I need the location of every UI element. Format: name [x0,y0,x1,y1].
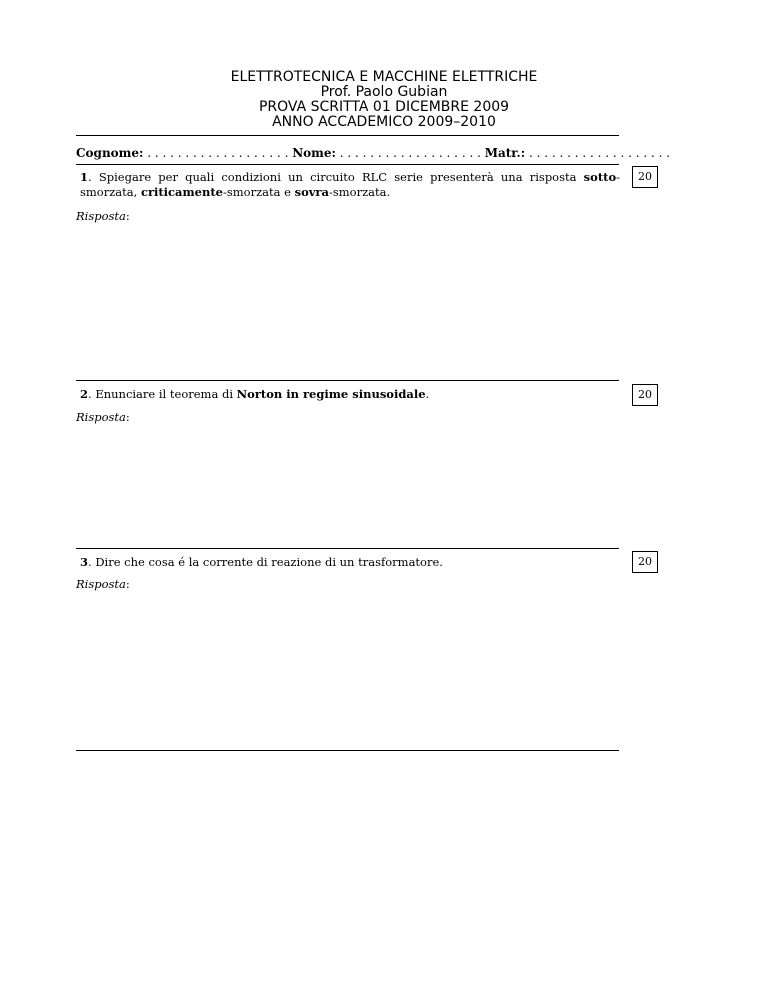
question-2-points-box: 20 [632,384,658,406]
question-1-points-box: 20 [632,166,658,188]
course-title: ELETTROTECNICA E MACCHINE ELETTRICHE [230,69,538,85]
info-divider [76,164,619,165]
matr-field[interactable]: . . . . . . . . . . . . . . . . . . . [525,146,671,160]
question-1: 1. Spiegare per quali condizioni un circuito RLC serie presenterà una risposta sotto-smorzata, criticamente-smorzata e sovra-smorzata. [80,170,621,199]
header-divider [76,135,619,136]
student-info-line [76,146,671,160]
name-label: Nome: [292,146,336,160]
surname-field[interactable]: . . . . . . . . . . . . . . . . . . . [143,146,293,160]
question-1-answer-label: Risposta: [76,209,130,223]
surname-label: Cognome: [76,146,144,160]
matr-label: Matr.: [484,146,526,160]
name-field[interactable]: . . . . . . . . . . . . . . . . . . . [335,146,485,160]
question-2-number: 2 [80,387,89,401]
exam-date: PROVA SCRITTA 01 DICEMBRE 2009 [258,99,510,115]
question-3-number: 3 [80,555,89,569]
question-3-answer-label: Risposta: [76,577,130,591]
section-divider-3 [76,750,619,751]
question-2: 2. Enunciare il teorema di Norton in regime sinusoidale. [80,387,430,401]
section-divider-1 [76,380,619,381]
question-3: 3. Dire che cosa é la corrente di reazione di un trasformatore. [80,555,443,569]
section-divider-2 [76,548,619,549]
academic-year: ANNO ACCADEMICO 2009–2010 [272,114,496,130]
exam-header [0,70,768,130]
question-1-number: 1 [80,170,89,184]
question-3-points-box: 20 [632,551,658,573]
professor-name: Prof. Paolo Gubian [320,84,448,100]
question-2-answer-label: Risposta: [76,410,130,424]
